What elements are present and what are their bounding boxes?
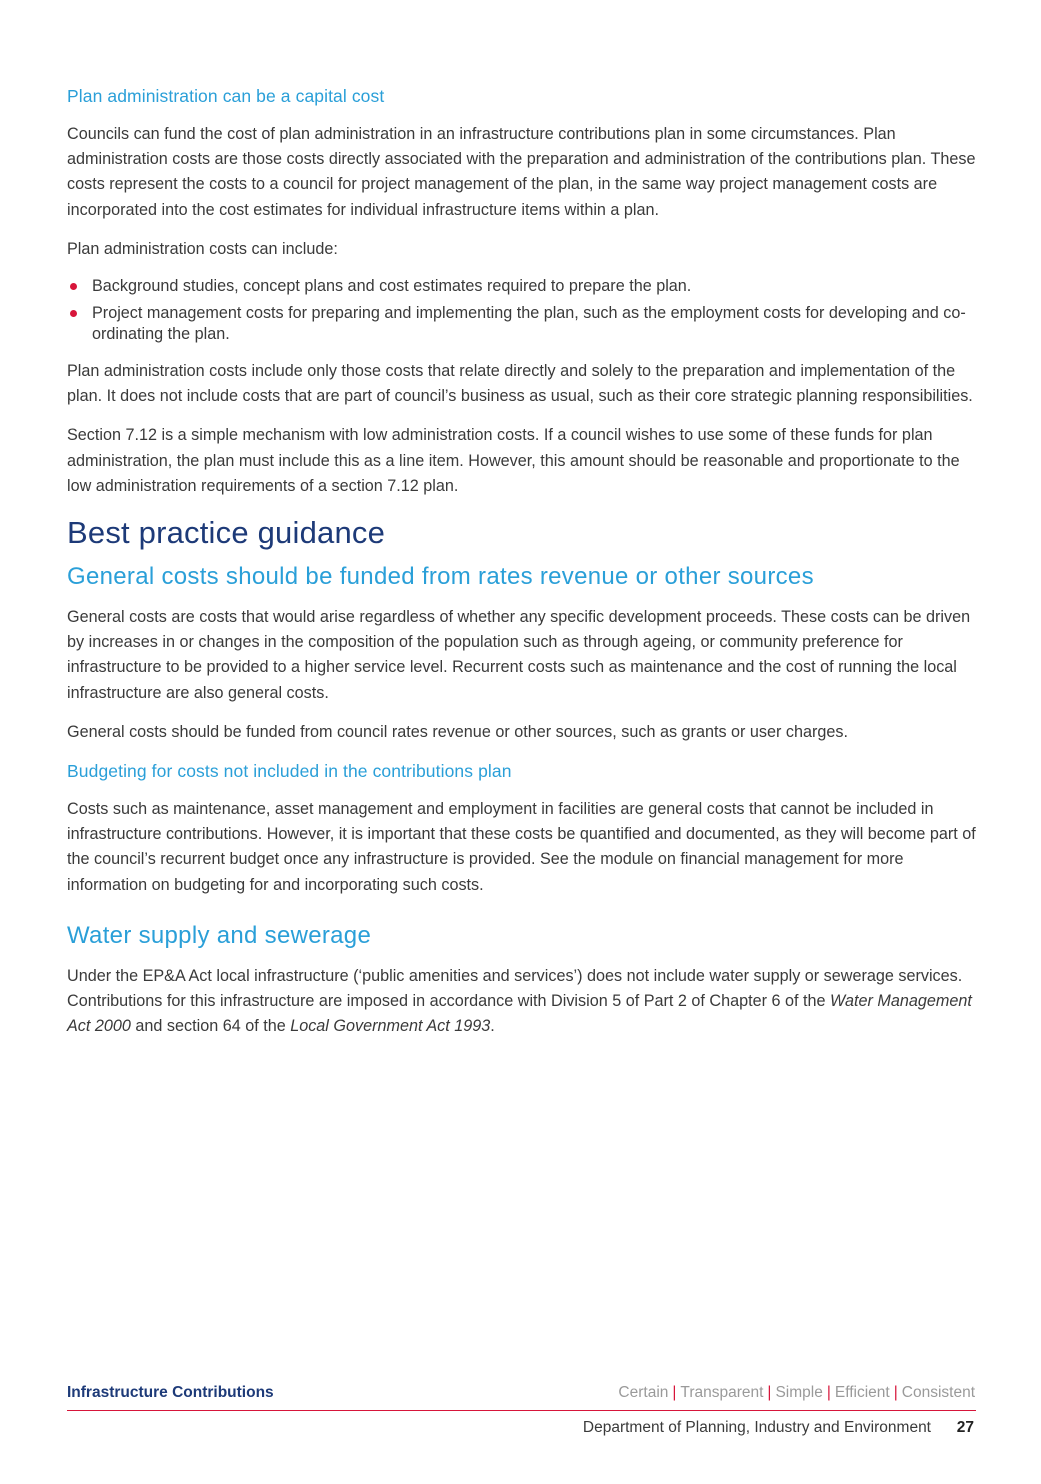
footer-value: Certain [618,1384,669,1401]
list-item [67,276,977,297]
footer-separator: | [672,1384,677,1401]
list-item-text: Project management costs for preparing and implementing the plan, such as the employment costs for developing and co-ordinating the plan. [92,304,966,344]
water-text-1: Under the EP&A Act local infrastructure (‘public amenities and services’) does not include water supply or sewerage services. Contributions for this infrastructure are imposed in accordance with Division 5 of Part 2 of Chapter 6 of the [67,966,963,1011]
footer-separator: | [826,1384,831,1401]
footer-divider [67,1410,976,1411]
footer-separator: | [893,1384,898,1401]
list-item [67,303,977,345]
bullet-icon [70,283,77,290]
water-act-name: Water Management Act 2000 [67,992,972,1036]
budgeting-para: Costs such as maintenance, asset management and employment in facilities are general costs that cannot be included in infrastructure contributions. However, it is important that these costs be quantified and documented, as they will become part of the council’s recurrent budget once any infrastructure is provided. See the module on financial management for more information on budgeting for and incorporating such costs. [67,800,976,894]
general-costs-para-1: General costs are costs that would arise regardless of whether any specific development proceeds. These costs can be driven by increases in or changes in the composition of the population such as through ageing, or community preference for infrastructure to be provided to a higher service level. Recurrent costs such as maintenance and the cost of running the local infrastructure are also general costs. [67,608,971,702]
footer-value: Simple [775,1384,823,1401]
footer-value: Transparent [680,1384,764,1401]
general-costs-para-2: General costs should be funded from council rates revenue or other sources, such as grants or user charges. [67,722,849,741]
page-content [67,84,977,1053]
plan-admin-bullet-list [67,276,977,345]
plan-admin-heading: Plan administration can be a capital cost [67,86,385,106]
water-text-2: and section 64 of the [130,1017,291,1036]
footer-title: Infrastructure Contributions [67,1384,274,1401]
best-practice-heading: Best practice guidance [67,515,386,551]
plan-admin-para-1: Councils can fund the cost of plan administration in an infrastructure contributions plan in some circumstances. Plan administration costs are those costs directly associated with the preparation and administration of the contributions plan. These costs represent the costs to a council for project management of the plan, in the same way project management costs are incorporated into the cost estimates for individual infrastructure items within a plan. [67,125,976,219]
water-heading: Water supply and sewerage [67,921,372,949]
budgeting-heading: Budgeting for costs not included in the contributions plan [67,761,512,782]
plan-admin-para-4: Section 7.12 is a simple mechanism with low administration costs. If a council wishes to use some of these funds for plan administration, the plan must include this as a line item. However, this amount should be reasonable and proportionate to the low administration requirements of a section 7.12 plan. [67,426,960,495]
plan-admin-para-3: Plan administration costs include only those costs that relate directly and solely to the preparation and implementation of the plan. It does not include costs that are part of council’s business as usual, such as their core strategic planning responsibilities. [67,362,973,406]
footer-separator: | [767,1384,772,1401]
local-government-act-name: Local Government Act 1993 [290,1017,491,1036]
page-number: 27 [956,1419,974,1436]
list-item-text: Background studies, concept plans and cost estimates required to prepare the plan. [92,277,692,296]
general-costs-heading: General costs should be funded from rates revenue or other sources [67,563,814,591]
footer-value: Consistent [901,1384,975,1401]
bullet-icon [70,310,77,317]
footer-values [618,1384,975,1402]
footer-value: Efficient [834,1384,890,1401]
plan-admin-para-2: Plan administration costs can include: [67,239,338,258]
footer-department: Department of Planning, Industry and Environment [582,1419,931,1436]
water-text-3: . [490,1017,495,1036]
water-para [67,964,977,1040]
